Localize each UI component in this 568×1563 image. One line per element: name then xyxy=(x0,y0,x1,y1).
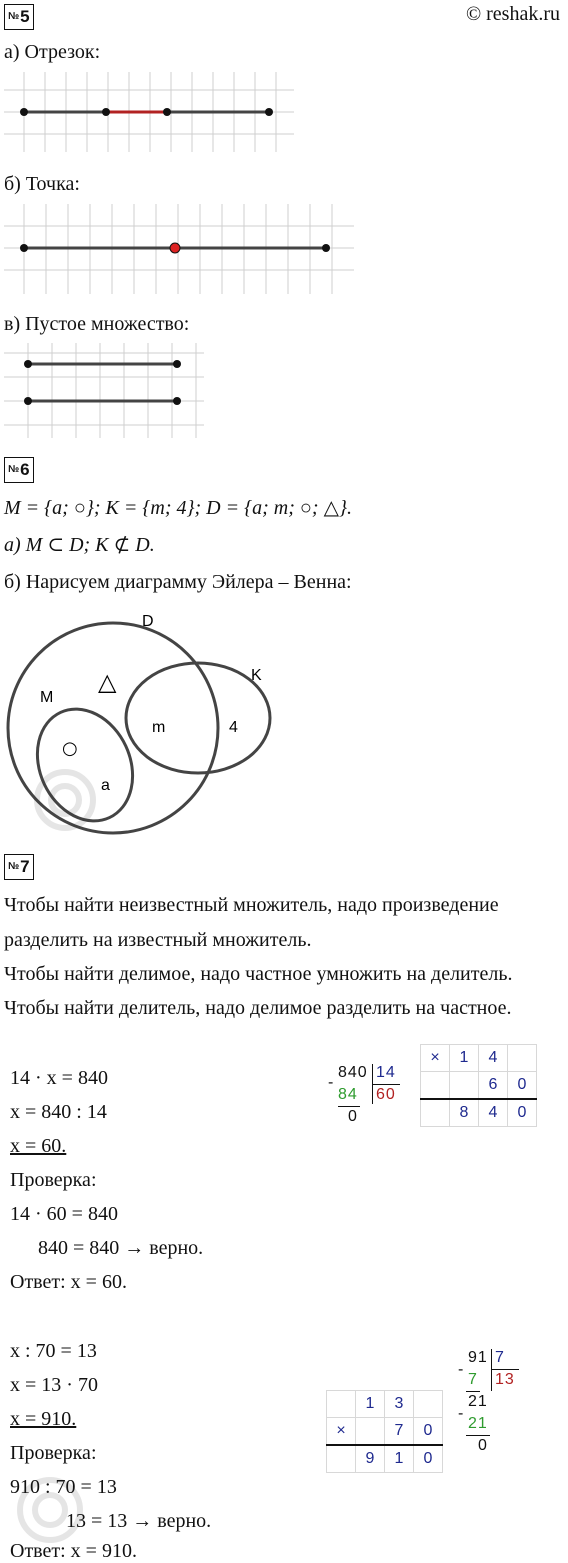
mul1-cell: 0 xyxy=(508,1099,537,1127)
eq1-line1: 14 · x = 840 xyxy=(10,1067,108,1089)
multiplication-grid-1 xyxy=(420,1044,537,1127)
task-number: 5 xyxy=(20,7,30,26)
figure-segment xyxy=(4,72,294,152)
div1-quotient: 60 xyxy=(376,1086,396,1103)
eq1-check1: 14 · 60 = 840 xyxy=(10,1203,118,1225)
mul2-cell: 0 xyxy=(414,1418,443,1446)
eq2-check1: 910 : 70 = 13 xyxy=(10,1476,117,1498)
mul2-cell: 0 xyxy=(414,1445,443,1473)
eq2-line3: x = 910. xyxy=(10,1408,77,1430)
mul1-sign: × xyxy=(421,1045,450,1072)
mul2-sign: × xyxy=(327,1418,356,1446)
mul2-cell: 3 xyxy=(385,1391,414,1418)
div1-hline xyxy=(372,1084,400,1085)
element-4: 4 xyxy=(229,719,238,736)
mul2-cell: 1 xyxy=(356,1391,385,1418)
mul1-cell: 4 xyxy=(479,1045,508,1072)
div1-divisor: 14 xyxy=(376,1064,396,1081)
eq1-line2: x = 840 : 14 xyxy=(10,1101,107,1123)
eq1-check-label: Проверка: xyxy=(10,1169,97,1191)
label-m: M xyxy=(40,689,54,706)
eq2-answer: Ответ: x = 910. xyxy=(10,1540,137,1562)
div2-dividend: 91 xyxy=(468,1349,488,1366)
eq1-check2: 840 = 840 → верно. xyxy=(38,1237,204,1259)
task-number: 6 xyxy=(20,460,30,479)
rule-factor-line1: Чтобы найти неизвестный множитель, надо произведение xyxy=(4,894,499,916)
mul1-cell: 1 xyxy=(450,1045,479,1072)
mul2-cell xyxy=(356,1418,385,1446)
mul2-cell xyxy=(327,1391,356,1418)
div2-divisor: 7 xyxy=(495,1349,505,1366)
rule-factor-line2: разделить на известный множитель. xyxy=(4,929,312,951)
div2-partial: 21 xyxy=(468,1393,488,1410)
mul1-cell xyxy=(508,1045,537,1072)
label-d: D xyxy=(142,613,154,630)
div1-remainder: 0 xyxy=(348,1108,358,1125)
element-a: a xyxy=(101,777,110,794)
div1-dividend: 840 xyxy=(338,1064,368,1081)
div2-quotient: 13 xyxy=(495,1371,515,1388)
task-number-badge: №5 xyxy=(4,4,34,30)
div1-minus: - xyxy=(328,1074,335,1091)
rule-dividend: Чтобы найти делимое, надо частное умножить на делитель. xyxy=(4,963,513,985)
mul1-cell xyxy=(421,1099,450,1127)
mul1-cell: 6 xyxy=(479,1072,508,1100)
div1-subline xyxy=(338,1106,360,1107)
task-number: 7 xyxy=(20,857,30,876)
venn-caption: б) Нарисуем диаграмму Эйлера – Венна: xyxy=(4,571,352,593)
label-empty-set: в) Пустое множество: xyxy=(4,313,190,335)
mul1-cell: 0 xyxy=(508,1072,537,1100)
div2-subtrahend-2: 21 xyxy=(468,1415,488,1432)
mul1-cell: 8 xyxy=(450,1099,479,1127)
div2-vertical-bar xyxy=(491,1349,492,1391)
mul1-cell xyxy=(421,1072,450,1100)
subset-statement: а) M ⊂ D; K ⊄ D. xyxy=(4,534,155,556)
div2-minus-1: - xyxy=(458,1361,465,1378)
eq2-check2: 13 = 13 → верно. xyxy=(66,1510,212,1532)
div2-subtrahend-1: 7 xyxy=(468,1371,478,1388)
eq1-answer: Ответ: x = 60. xyxy=(10,1271,127,1293)
mul2-cell: 9 xyxy=(356,1445,385,1473)
div2-hline xyxy=(491,1369,519,1370)
div2-minus-2: - xyxy=(458,1405,465,1422)
multiplication-grid-2 xyxy=(326,1390,443,1473)
mul2-cell xyxy=(327,1445,356,1473)
long-division-1 xyxy=(328,1064,408,1144)
sets-definition: M = {a; ○}; K = {m; 4}; D = {a; m; ○; △}. xyxy=(4,497,352,519)
figure-empty-set xyxy=(4,343,204,438)
eq2-line1: x : 70 = 13 xyxy=(10,1340,97,1362)
eq1-line3: x = 60. xyxy=(10,1135,67,1157)
watermark-logo xyxy=(10,730,160,840)
div2-subline-1 xyxy=(466,1391,480,1392)
task-number-badge: №7 xyxy=(4,854,34,880)
rule-divisor: Чтобы найти делитель, надо делимое разделить на частное. xyxy=(4,997,512,1019)
div2-subline-2 xyxy=(466,1435,490,1436)
watermark-logo xyxy=(0,1450,110,1560)
mul2-cell xyxy=(414,1391,443,1418)
mul2-cell: 1 xyxy=(385,1445,414,1473)
mul1-cell: 4 xyxy=(479,1099,508,1127)
element-m: m xyxy=(152,719,166,736)
triangle-element: △ xyxy=(98,668,117,696)
circle-element: ○ xyxy=(62,738,78,759)
mul2-cell: 7 xyxy=(385,1418,414,1446)
label-k: K xyxy=(251,667,262,684)
task-number-badge: №6 xyxy=(4,457,34,483)
long-division-2 xyxy=(458,1349,538,1469)
eq2-check-label: Проверка: xyxy=(10,1442,97,1464)
div1-subtrahend: 84 xyxy=(338,1086,358,1103)
mul1-cell xyxy=(450,1072,479,1100)
figure-point xyxy=(4,204,354,294)
div2-remainder: 0 xyxy=(478,1437,488,1454)
site-watermark-text: © reshak.ru xyxy=(465,3,560,25)
label-point: б) Точка: xyxy=(4,173,80,195)
eq2-line2: x = 13 · 70 xyxy=(10,1374,98,1396)
label-segment: а) Отрезок: xyxy=(4,41,101,63)
